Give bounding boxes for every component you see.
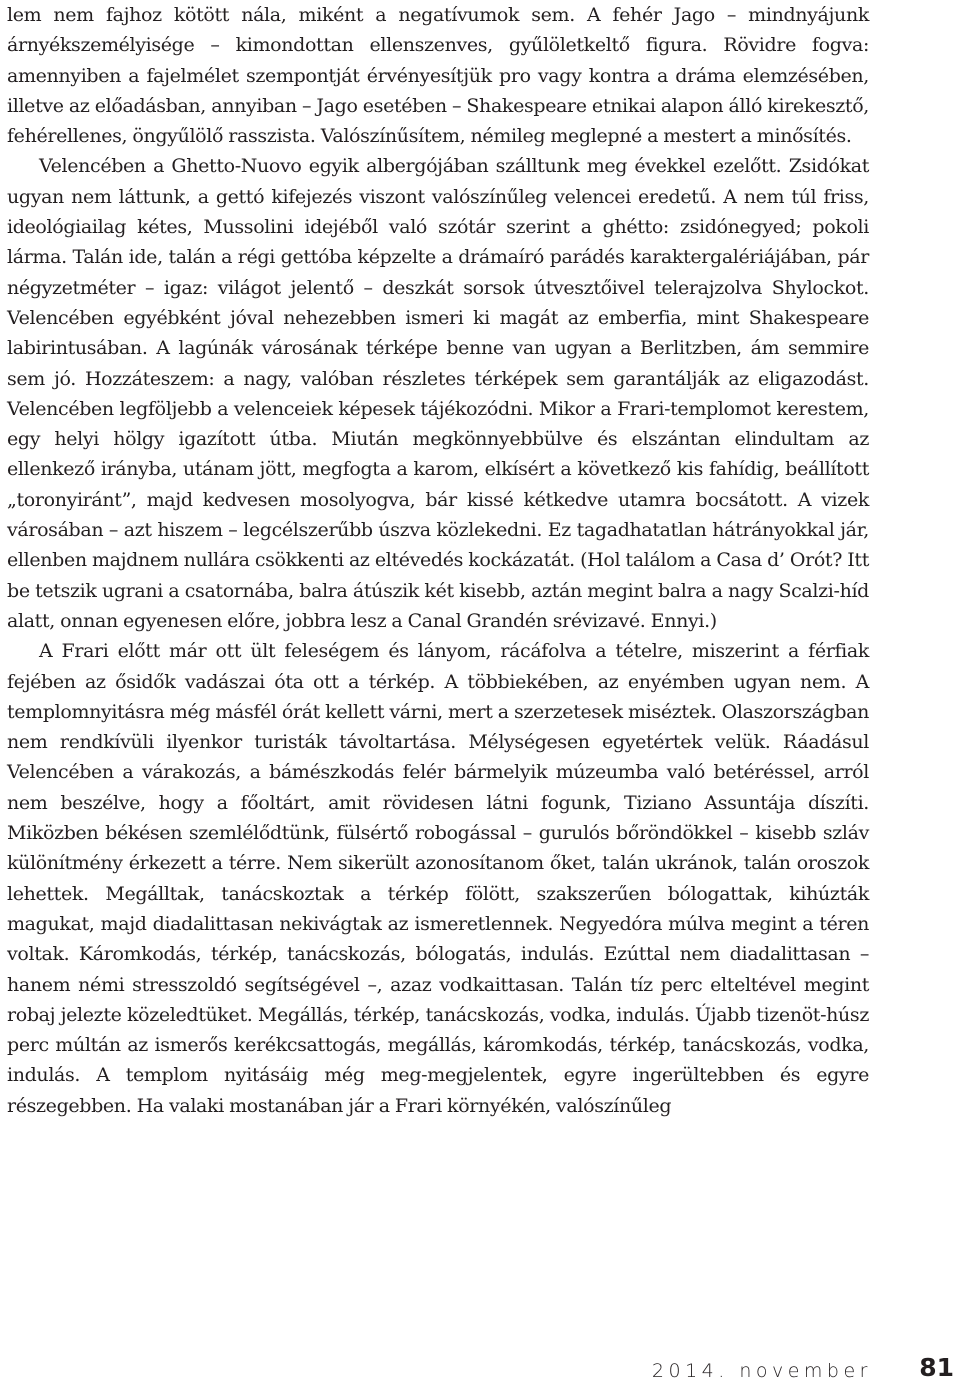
article-body: [7, 0, 869, 1121]
paragraph-2: Velencében a Ghetto-Nuovo egyik albergójában szálltunk meg évekkel ezelőtt. Zsidókat ugyan nem láttunk, a gettó kifejezés viszont valószínűleg velencei eredetű. A nem túl friss, ideológiailag kétes, Mussolini idejéből való szótár szerint a ghétto: zsidónegyed; pokoli lárma. Talán ide, talán a régi gettóba képzelte a drámaíró parádés karaktergalériájában, pár négyzetméter – igaz: világot jelentő – deszkát sorsok útvesztőivel telerajzolva Shylockot. Velencében egyébként jóval nehezebben ismeri ki magát az emberfia, mint Shakespeare labirintusában. A lagúnák városának térképe benne van ugyan a Berlitzben, ám semmire sem jó. Hozzáteszem: a nagy, valóban részletes térképek sem garantálják az eligazodást. Velencében legföljebb a velenceiek képesek tájékozódni. Mikor a Frari-templomot kerestem, egy helyi hölgy igazított útba. Miután megkönnyebbülve és elszántan elindultam az ellenkező irányba, utánam jött, megfogta a karom, elkísért a következő kis fahídig, beállított „toronyiránt”, majd kedvesen mosolyogva, bár kissé kétkedve utamra bocsátott. A vizek városában – azt hiszem – legcélszerűbb úszva közlekedni. Ez tagadhatatlan hátrányokkal jár, ellenben majdnem nullára csökkenti az eltévedés kockázatát. (Hol találom a Casa d’ Orót? Itt be tetszik ugrani a csatornába, balra átúszik két kisebb, aztán megint balra a nagy Scalzi-híd alatt, onnan egyenesen előre, jobbra lesz a Canal Grandén srévizavé. Ennyi.): [7, 155, 869, 632]
paragraph-3: A Frari előtt már ott ült feleségem és lányom, rácáfolva a tételre, miszerint a férfiak fejében az ősidők vadászai óta ott a térkép. A többiekében, az enyémben ugyan nem. A templomnyitásra még másfél órát kellett várni, mert a szerzetesek miséztek. Olaszországban nem rendkívüli ilyenkor turisták távoltartása. Mélységesen egyetértek velük. Ráadásul Velencében a várakozás, a bámészkodás felér bármelyik múzeumba való betéréssel, arról nem beszélve, hogy a főoltárt, amit rövidesen látni fogunk, Tiziano Assuntája díszíti. Miközben békésen szemlélődtünk, fülsértő robogással – gurulós bőröndökkel – kisebb szláv különítmény érkezett a térre. Nem sikerült azonosítanom őket, talán ukránok, talán oroszok lehettek. Megálltak, tanácskoztak a térkép fölött, szakszerűen bólogattak, kihúzták magukat, majd diadalittasan nekivágtak az ismeretlennek. Negyedóra múlva megint a téren voltak. Káromkodás, térkép, tanácskozás, bólogatás, indulás. Ezúttal nem diadalittasan – hanem némi stresszoldó segítségével –, azaz vodkaittasan. Talán tíz perc elteltével megint robaj jelezte közeledtüket. Megállás, térkép, tanácskozás, vodka, indulás. Újabb tizenöt-húsz perc múltán az ismerős kerékcsattogás, megállás, káromkodás, térkép, tanácskozás, vodka, indulás. A templom nyitásáig még meg-megjelentek, egyre ingerültebben és egyre részegebben. Ha valaki mostanában jár a Frari környékén, valószínűleg: [7, 640, 869, 1117]
issue-date: 2014. november: [651, 1360, 872, 1382]
paragraph-1: lem nem fajhoz kötött nála, miként a negatívumok sem. A fehér Jago – mindnyájunk árnyékszemélyisége – kimondottan ellenszenves, gyűlöletkeltő figura. Rövidre fogva: amennyiben a fajelmélet szempontját érvényesítjük pro vagy kontra a dráma elemzésében, illetve az előadásban, annyiban – Jago esetében – Shakespeare etnikai alapon álló kirekesztő, fehérellenes, öngyűlölő rasszista. Valószínűsítem, némileg meglepné a mestert a minősítés.: [7, 4, 869, 148]
page-number: 81: [919, 1353, 954, 1382]
